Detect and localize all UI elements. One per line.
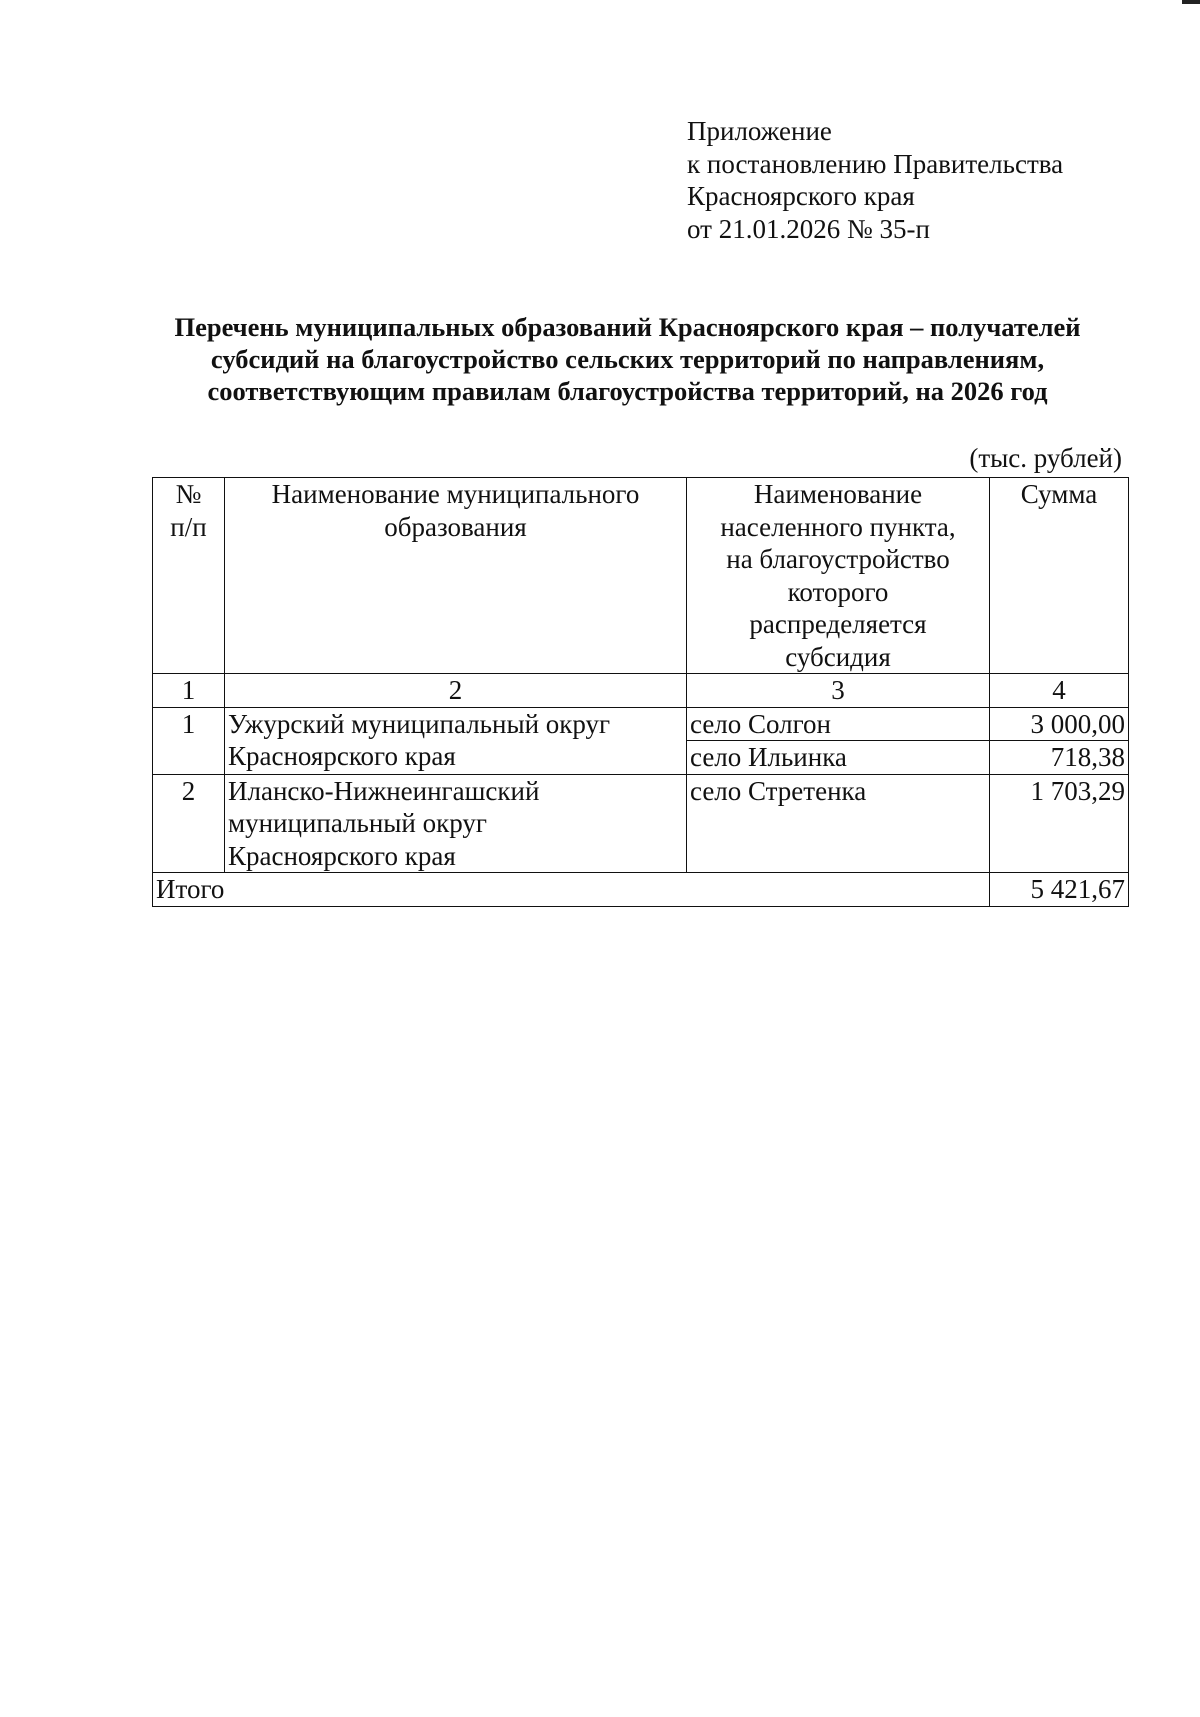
header-municipality-line-2: образования [384,511,527,542]
municipality-name-line-2: муниципальный округ [228,808,487,838]
header-settlement-line-6: субсидия [785,641,891,672]
column-number-2: 2 [225,674,687,708]
settlement-name: село Солгон [687,707,990,741]
title-line-3: соответствующим правилам благоустройства территорий, на 2026 год [207,376,1048,406]
table-row [153,707,1129,741]
table-row [153,774,1129,873]
appendix-block [687,115,1063,245]
municipality-name-line-1: Ужурский муниципальный округ [228,708,611,739]
title-line-1: Перечень муниципальных образований Красноярского края – получателей [174,312,1081,342]
header-settlement [687,478,990,674]
column-number-3: 3 [687,674,990,708]
column-number-row [153,674,1129,708]
settlement-sum: 3 000,00 [990,707,1129,741]
settlement-sum: 718,38 [990,741,1129,775]
appendix-line-2: к постановлению Правительства [687,148,1064,179]
header-settlement-line-2: населенного пункта, [720,511,956,542]
municipality-name [225,707,687,774]
total-sum: 5 421,67 [990,873,1129,907]
header-num-line-2: п/п [170,511,207,542]
page-corner-mark [1182,0,1200,4]
table-header-row [153,478,1129,674]
title-line-2: субсидий на благоустройство сельских территорий по направлениям, [210,344,1045,374]
header-municipality-line-1: Наименование муниципального [271,479,640,509]
document-title [130,311,1125,407]
header-settlement-line-3: на благоустройство [726,544,950,574]
total-row [153,873,1129,907]
total-label: Итого [153,873,990,907]
subsidy-table [152,477,1129,907]
municipality-name [225,774,687,873]
row-number: 1 [153,707,225,774]
header-num-line-1: № [175,479,202,509]
header-num [153,478,225,674]
appendix-line-3: Красноярского края [687,181,915,211]
header-settlement-line-5: распределяется [749,609,927,639]
header-sum: Сумма [990,478,1129,674]
units-label: (тыс. рублей) [969,443,1122,473]
header-settlement-line-1: Наименование [753,479,923,509]
municipality-name-line-3: Красноярского края [228,840,456,871]
municipality-name-line-1: Иланско-Нижнеингашский [228,775,540,806]
column-number-4: 4 [990,674,1129,708]
appendix-line-1: Приложение [687,116,832,146]
row-number: 2 [153,774,225,873]
settlement-name: село Стретенка [687,774,990,873]
municipality-name-line-2: Красноярского края [228,741,456,771]
column-number-1: 1 [153,674,225,708]
header-municipality [225,478,687,674]
appendix-line-4: от 21.01.2026 № 35-п [687,213,930,244]
settlement-name: село Ильинка [687,741,990,775]
header-settlement-line-4: которого [787,576,889,607]
settlement-sum: 1 703,29 [990,774,1129,873]
